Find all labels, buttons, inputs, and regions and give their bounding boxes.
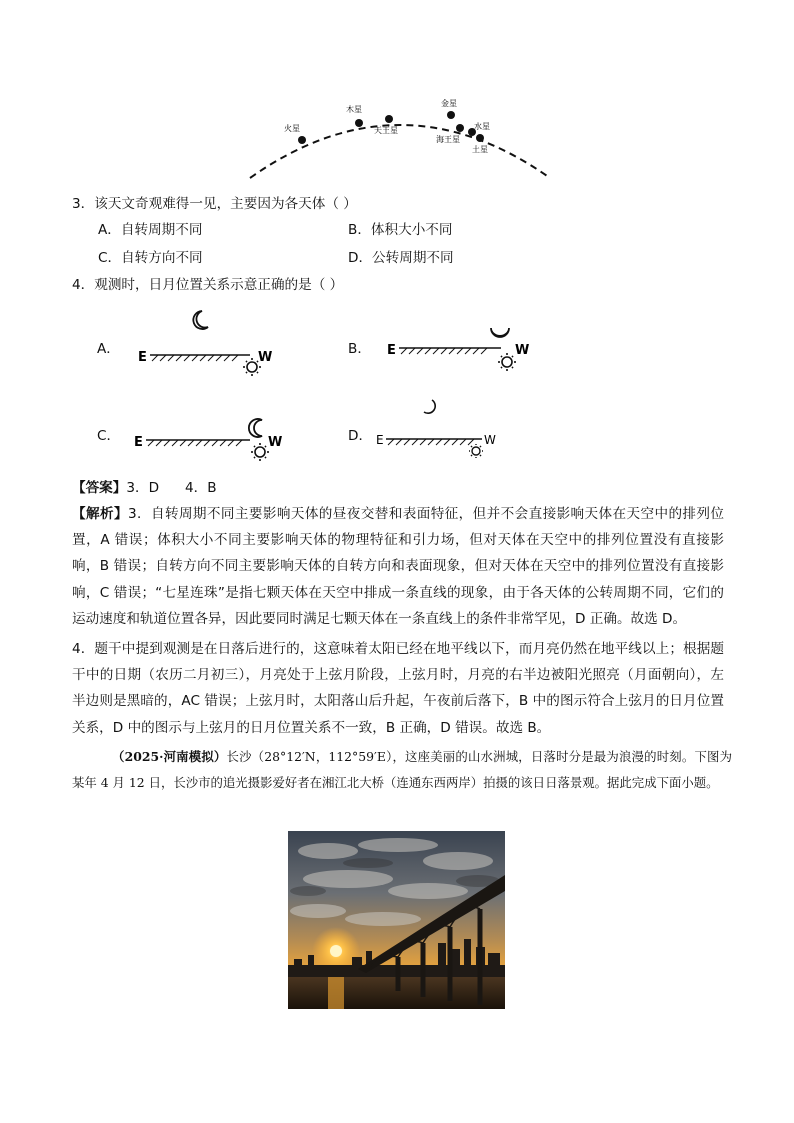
planet-neptune-dot [456,124,464,132]
q4-option-a-letter: A． [97,341,120,357]
dir-east-label: E [134,435,143,450]
moon-crescent-icon [193,311,208,329]
dir-east-label: E [138,350,147,365]
analysis-text-1: 3．自转周期不同主要影响天体的昼夜交替和表面特征，但并不会直接影响天体在天空中的排列位置，A 错误；体积大小不同主要影响天体的物理特征和引力场，但对天体在天空中的排列位置没有直接影响，B 错误；自转方向不同主要影响天体的自转方向和表面现象，但对天体在天空中的排列位置没有直接影响，C 错误；“七星连珠”是指七颗天体在天空中排成一条直线的现象，由于各天体的公转周期不同，它们的运动速度和轨道位置各异，因此要同时满足七颗天体在一条直线上的条件非常罕见，D 正确。故选 D。 [72,506,724,627]
sunset-bridge-photo [288,831,505,1009]
answer-text: 3．D 4．B [126,480,217,496]
q4-option-c-diagram [130,412,290,468]
dir-west-label: W [484,433,496,447]
label-venus: 金星 [441,99,457,108]
moon-crescent-icon [491,328,509,337]
q4-option-d-diagram [374,396,514,466]
label-neptune: 海王星 [436,135,460,144]
dir-west-label: W [515,343,530,358]
analysis-paragraph-1 [72,501,724,632]
q3-option-c: C．自转方向不同 [98,250,203,266]
q4-option-c-letter: C． [97,428,121,444]
q4-option-a-diagram [130,305,280,385]
planet-uranus-dot [385,115,393,123]
answer-tag: 【答案】 [72,480,127,496]
q3-option-d: D．公转周期不同 [348,250,454,266]
planet-venus-dot [447,111,455,119]
label-mercury: 水星 [474,122,490,131]
sun-icon [469,444,483,458]
label-mars: 火星 [284,124,300,133]
sun-icon [498,353,516,371]
q3-option-b: B．体积大小不同 [348,222,453,238]
moon-crescent-icon [424,400,435,413]
label-uranus: 天王星 [374,126,398,135]
dir-east-label: E [376,433,384,447]
dir-west-label: W [258,350,273,365]
planet-mars-dot [298,136,306,144]
moon-crescent-icon [249,419,262,437]
q4-option-d-letter: D． [348,428,373,444]
dir-east-label: E [387,343,396,358]
q4-stem: 4．观测时，日月位置关系示意正确的是（ ） [72,277,344,293]
analysis-tag: 【解析】 [72,506,128,522]
analysis-paragraph-2 [72,636,724,741]
planet-alignment-figure [240,92,560,182]
planet-jupiter-dot [355,119,363,127]
q4-option-b-diagram [383,318,533,378]
q3-stem: 3．该天文奇观难得一见，主要因为各天体（ ） [72,196,357,212]
dir-west-label: W [268,435,283,450]
q4-option-b-letter: B． [348,341,371,357]
label-jupiter: 木星 [346,105,362,114]
intro-text: 长沙（28°12′N，112°59′E），这座美丽的山水洲城，日落时分是最为浪漫的时刻。下图为某年 4 月 12 日，长沙市的追光摄影爱好者在湘江北大桥（连通东西两岸）拍摄的该日日落景观。据此完成下面小题。 [72,749,732,790]
planet-saturn-dot [476,134,484,142]
analysis-text-2: 4．题干中提到观测是在日落后进行的，这意味着太阳已经在地平线以下，而月亮仍然在地平线以上；根据题干中的日期（农历二月初三），月亮处于上弦月阶段，上弦月时，月亮的右半边被阳光照亮（月面朝向），左半边则是黑暗的，AC 错误；上弦月时，太阳落山后升起，午夜前后落下，B 中的图示符合上弦月的日月位置关系，D 中的图示与上弦月的日月位置关系不一致，B 正确，D 错误。故选 B。 [72,641,724,736]
intro-paragraph [72,744,732,796]
sun-icon [251,443,269,461]
label-saturn: 土星 [472,145,488,154]
intro-source: （2025·河南模拟） [112,749,227,764]
q3-option-a: A．自转周期不同 [98,222,203,238]
answer-line [72,478,217,498]
